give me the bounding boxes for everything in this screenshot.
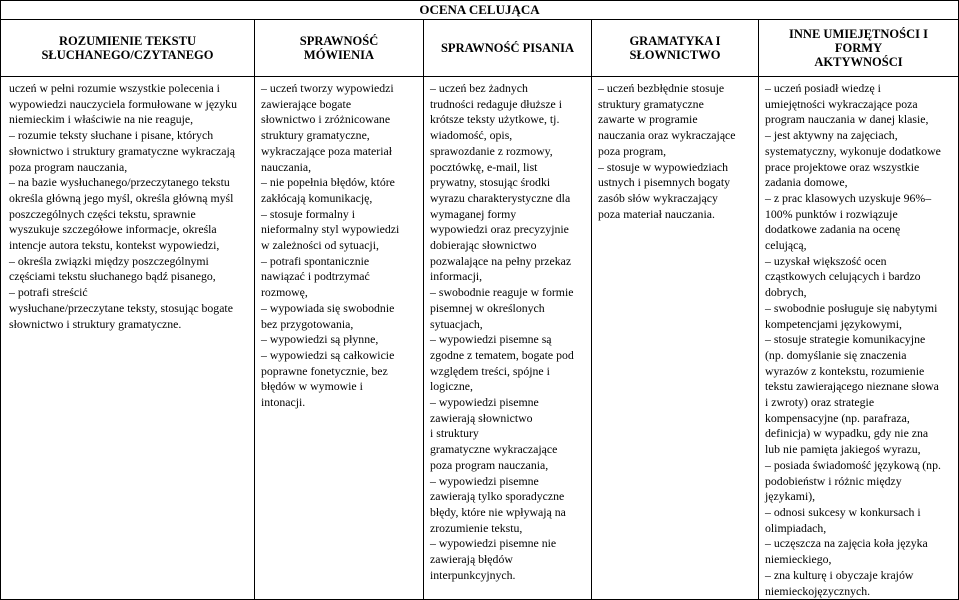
criteria-line: sytuacjach, — [430, 316, 483, 331]
criteria-line: pozwalające na pełny przekaz — [430, 253, 572, 268]
criteria-line: nauczania, — [261, 159, 312, 174]
criteria-line: w zależności od sytuacji, — [261, 238, 379, 253]
criteria-line: – wypowiedzi są płynne, — [261, 332, 379, 347]
criteria-line: umiejętności wykraczające poza — [765, 96, 918, 111]
criteria-line: kompensacyjne (np. parafraza, — [765, 410, 910, 425]
header-line: AKTYWNOŚCI — [814, 55, 903, 69]
criteria-cell-inne — [759, 77, 959, 600]
criteria-line: niemieckiego, — [765, 552, 832, 567]
criteria-line: wypowiedzi oraz precyzyjnie — [430, 222, 569, 237]
criteria-line: nauczania oraz wykraczające — [598, 128, 736, 143]
column-header-inne — [759, 20, 959, 77]
criteria-line: logiczne, — [430, 379, 473, 394]
column-header-pisanie — [424, 20, 592, 77]
criteria-line: nawiązać i podtrzymać — [261, 269, 370, 284]
criteria-line: – zna kulturę i obyczaje krajów — [765, 567, 914, 582]
criteria-cell-rozumienie — [1, 77, 255, 600]
criteria-line: zawierają słownictwo — [430, 410, 533, 425]
column-header-gramatyka — [592, 20, 759, 77]
criteria-line: poprawne fonetycznie, bez — [261, 363, 388, 378]
criteria-line: definicja) w wypadku, gdy nie zna — [765, 426, 929, 441]
criteria-line: – uzyskał większość ocen — [765, 253, 887, 268]
header-line: GRAMATYKA I — [629, 34, 721, 48]
criteria-line: – uczeń bez żadnych — [430, 81, 528, 95]
criteria-line: podobieństw i różnic między — [765, 473, 902, 488]
criteria-line: – wypowiedzi pisemne nie — [430, 536, 557, 551]
header-line: SŁOWNICTWO — [629, 48, 721, 62]
criteria-line: – uczęszcza na zajęcia koła języka — [765, 536, 928, 551]
criteria-line: – odnosi sukcesy w konkursach i — [765, 504, 921, 519]
criteria-line: poza program nauczania, — [430, 457, 549, 472]
criteria-line: kompetencjami językowymi, — [765, 316, 902, 331]
criteria-line: błędy, które nie wpływają na — [430, 504, 566, 519]
header-line: SPRAWNOŚĆ — [299, 34, 379, 48]
criteria-line: celującą, — [765, 238, 807, 253]
criteria-line: dodatkowe zadania na ocenę — [765, 222, 901, 237]
header-line: SPRAWNOŚĆ PISANIA — [440, 41, 574, 55]
criteria-line: program nauczania w danej klasie, — [765, 112, 929, 127]
criteria-line: zadania domowe, — [765, 175, 848, 190]
column-header-mowienie — [255, 20, 424, 77]
criteria-line: pocztówkę, e-mail, list — [430, 159, 538, 174]
criteria-line: i zwroty) oraz strategie — [765, 395, 875, 410]
criteria-line: określa główną jego myśl, określa główną myśl — [9, 190, 234, 205]
criteria-line: – rozumie teksty słuchane i pisane, których — [9, 128, 214, 143]
criteria-line: – wypowiedzi pisemne — [430, 395, 539, 410]
criteria-line: poza program, — [598, 143, 667, 158]
criteria-line: językami), — [765, 489, 816, 504]
criteria-line: pisemnej w określonych — [430, 300, 545, 315]
criteria-line: wyszukuje szczegółowe informacje, określa — [9, 222, 217, 237]
criteria-line: niemieckim i właściwie na nie reaguje, — [9, 112, 194, 127]
criteria-line: uczeń w pełni rozumie wszystkie polecenia i — [9, 81, 220, 95]
criteria-line: – swobodnie posługuje się nabytymi — [765, 300, 938, 315]
criteria-line: ustnych i pisemnych bogaty — [598, 175, 731, 190]
criteria-line: wyrazu charakterystyczne dla — [430, 190, 571, 205]
criteria-line: olimpiadach, — [765, 520, 827, 535]
criteria-line: dobierając słownictwo — [430, 238, 537, 253]
criteria-line: nieformalny styl wypowiedzi — [261, 222, 400, 237]
criteria-line: trudności redaguje dłuższe i — [430, 96, 563, 111]
criteria-line: wyrazów z kontekstu, rozumienie — [765, 363, 925, 378]
table-title: OCENA CELUJĄCA — [1, 1, 959, 20]
criteria-line: (np. domyślanie się znaczenia — [765, 347, 907, 362]
criteria-line: względem treści, spójne i — [430, 363, 550, 378]
header-line: SŁUCHANEGO/CZYTANEGO — [41, 48, 214, 62]
criteria-line: prywatny, stosując środki — [430, 175, 551, 190]
criteria-line: intencje autora tekstu, kontekst wypowiedzi, — [9, 238, 220, 253]
criteria-line: – posiada świadomość językową (np. — [765, 457, 941, 472]
criteria-line: systematyczny, wykonuje dodatkowe — [765, 143, 941, 158]
criteria-line: – określa związki między poszczególnymi — [9, 253, 209, 268]
column-header-rozumienie — [1, 20, 255, 77]
criteria-line: prace projektowe oraz wszystkie — [765, 159, 920, 174]
criteria-line: niemieckojęzycznych. — [765, 583, 871, 598]
criteria-line: – potrafi streścić — [9, 285, 88, 300]
criteria-line: – wypowiada się swobodnie — [261, 300, 395, 315]
criteria-line: tekstu zawierającego nieznane słowa — [765, 379, 939, 394]
criteria-line: błędów w wymowie i — [261, 379, 363, 394]
criteria-line: – wypowiedzi pisemne są — [430, 332, 552, 347]
criteria-line: poza program nauczania, — [9, 159, 128, 174]
criteria-line: sprawozdanie z rozmowy, — [430, 143, 553, 158]
criteria-line: – uczeń tworzy wypowiedzi — [261, 81, 394, 95]
criteria-line: intonacji. — [261, 395, 306, 410]
criteria-line: słownictwo i struktury gramatyczne. — [9, 316, 182, 331]
criteria-line: – stosuje strategie komunikacyjne — [765, 332, 926, 347]
criteria-line: – z prac klasowych uzyskuje 96%– — [765, 190, 932, 205]
criteria-line: poza materiał nauczania. — [598, 206, 715, 221]
criteria-line: słownictwo i struktury gramatyczne wykraczają — [9, 143, 236, 158]
criteria-line: – wypowiedzi są całkowicie — [261, 347, 395, 362]
criteria-line: zawierają błędów — [430, 552, 513, 567]
criteria-line: dobrych, — [765, 285, 807, 300]
criteria-line: wysłuchane/przeczytane teksty, stosując bogate — [9, 300, 233, 315]
criteria-line: zasób słów wykraczający — [598, 190, 718, 205]
criteria-line: struktury gramatyczne — [598, 96, 704, 111]
criteria-line: – na bazie wysłuchanego/przeczytanego tekstu — [9, 175, 230, 190]
criteria-line: – wypowiedzi pisemne — [430, 473, 539, 488]
criteria-line: zawierają tylko sporadyczne — [430, 489, 565, 504]
criteria-line: 100% punktów i rozwiązuje — [765, 206, 898, 221]
header-line: INNE UMIEJĘTNOŚCI I — [789, 27, 928, 41]
criteria-line: – nie popełnia błędów, które — [261, 175, 395, 190]
criteria-line: częściami tekstu słuchanego bądź pisanego, — [9, 269, 216, 284]
criteria-cell-pisanie — [424, 77, 592, 600]
criteria-line: bez przygotowania, — [261, 316, 354, 331]
criteria-cell-mowienie — [255, 77, 424, 600]
header-line: MÓWIENIA — [303, 48, 375, 62]
criteria-line: zawarte w programie — [598, 112, 698, 127]
criteria-line: zrozumienie tekstu, — [430, 520, 523, 535]
criteria-line: zakłócają komunikację, — [261, 190, 373, 205]
criteria-line: zawierające bogate — [261, 96, 352, 111]
criteria-line: słownictwo i zróżnicowane — [261, 112, 391, 127]
criteria-line: gramatyczne wykraczające — [430, 442, 558, 457]
criteria-line: – potrafi spontanicznie — [261, 253, 370, 268]
header-line: FORMY — [834, 41, 883, 55]
criteria-line: wykraczające poza materiał — [261, 143, 392, 158]
criteria-line: – swobodnie reaguje w formie — [430, 285, 574, 300]
criteria-line: – stosuje w wypowiedziach — [598, 159, 729, 174]
criteria-line: – stosuje formalny i — [261, 206, 356, 221]
criteria-line: wiadomość, opis, — [430, 128, 513, 143]
criteria-cell-gramatyka — [592, 77, 759, 600]
criteria-line: informacji, — [430, 269, 483, 284]
criteria-line: wypowiedzi nauczyciela formułowane w języku — [9, 96, 237, 111]
criteria-line: – uczeń posiadł wiedzę i — [765, 81, 881, 95]
criteria-line: cząstkowych celujących i bardzo — [765, 269, 921, 284]
criteria-line: struktury gramatyczne, — [261, 128, 370, 143]
criteria-line: rozmowę, — [261, 285, 308, 300]
criteria-line: zgodne z tematem, bogate pod — [430, 347, 574, 362]
criteria-line: – jest aktywny na zajęciach, — [765, 128, 898, 143]
criteria-line: – uczeń bezbłędnie stosuje — [598, 81, 725, 95]
criteria-line: lub nie pamięta jakiegoś wyrazu, — [765, 442, 921, 457]
criteria-line: poszczególnych części tekstu, sprawnie — [9, 206, 196, 221]
criteria-line: interpunkcyjnych. — [430, 567, 516, 582]
criteria-line: wymaganej formy — [430, 206, 517, 221]
header-line: ROZUMIENIE TEKSTU — [59, 34, 196, 48]
criteria-line: i struktury — [430, 426, 479, 441]
criteria-line: krótsze teksty użytkowe, tj. — [430, 112, 560, 127]
